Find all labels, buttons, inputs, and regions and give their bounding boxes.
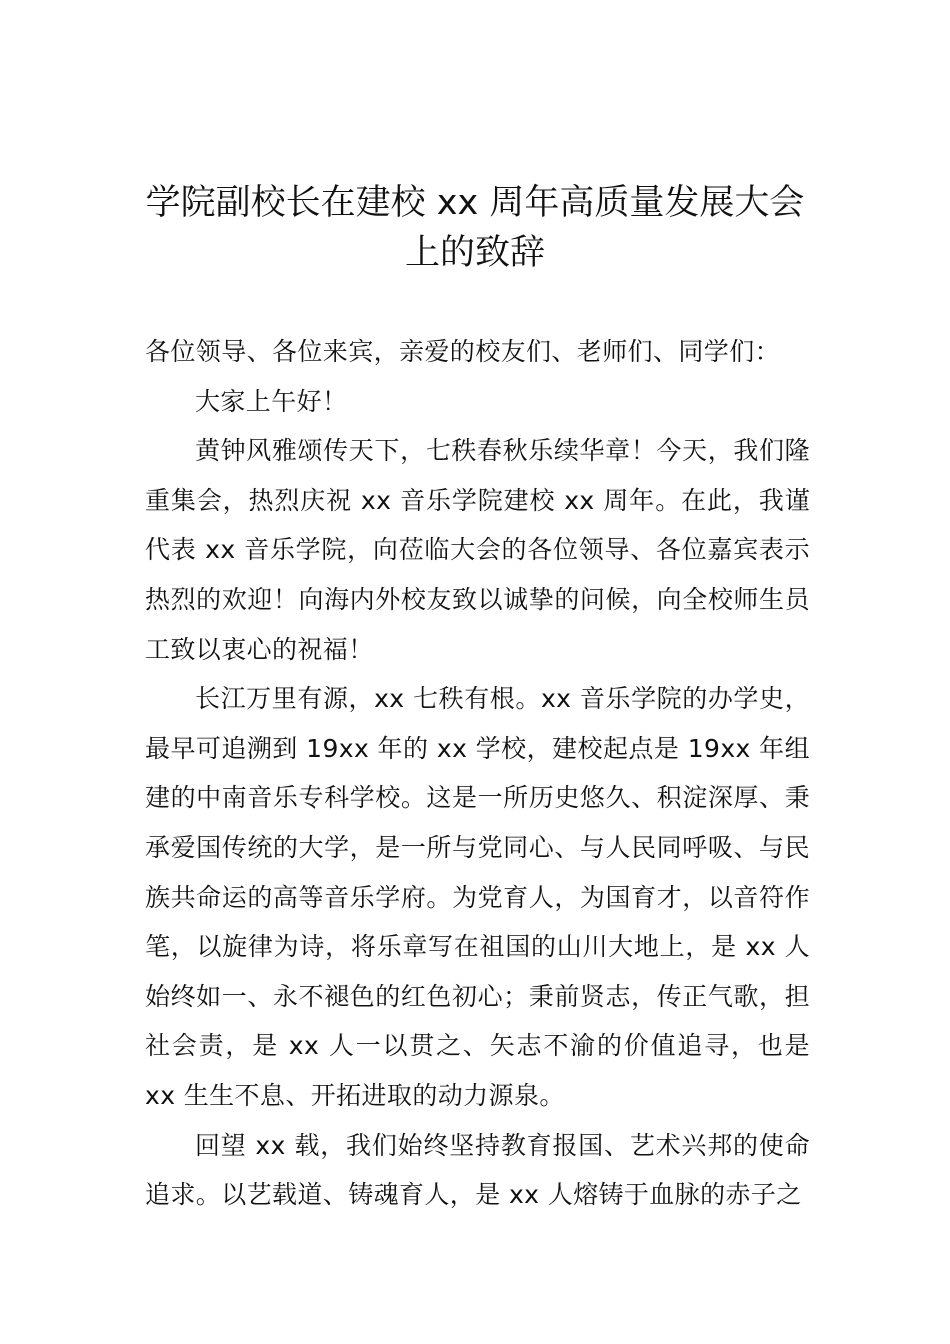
title-line-2: 上的致辞 bbox=[404, 233, 545, 273]
document-body bbox=[145, 327, 810, 1220]
paragraph-celebration: 黄钟风雅颂传天下，七秩春秋乐续华章！今天，我们隆重集会，热烈庆祝 xx 音乐学院建校 xx 周年。在此，我谨代表 xx 音乐学院，向莅临大会的各位领导、各位嘉宾表示热烈的欢迎！向海内外校友致以诚挚的问候，向全校师生员工致以衷心的祝福！ bbox=[145, 436, 810, 664]
paragraph-greeting: 大家上午好！ bbox=[195, 386, 348, 416]
paragraph-retrospect: 回望 xx 载，我们始终坚持教育报国、艺术兴邦的使命追求。以艺载道、铸魂育人，是 xx 人熔铸于血脉的赤子之 bbox=[145, 1130, 810, 1210]
document-title bbox=[130, 178, 820, 278]
title-line-1: 学院副校长在建校 xx 周年高质量发展大会 bbox=[145, 183, 805, 223]
salutation: 各位领导、各位来宾，亲爱的校友们、老师们、同学们： bbox=[145, 337, 781, 366]
paragraph-history: 长江万里有源，xx 七秩有根。xx 音乐学院的办学史，最早可追溯到 19xx 年的 xx 学校，建校起点是 19xx 年组建的中南音乐专科学校。这是一所历史悠久、积淀深厚、秉承爱国传统的大学，是一所与党同心、与人民同呼吸、与民族共命运的高等音乐学府。为党育人，为国育才，以音符作笔，以旋律为诗，将乐章写在祖国的山川大地上，是 xx 人始终如一、永不褪色的红色初心；秉前贤志，传正气歌，担社会责，是 xx 人一以贯之、矢志不渝的价值追寻，也是 xx 生生不息、开拓进取的动力源泉。 bbox=[145, 684, 810, 1110]
